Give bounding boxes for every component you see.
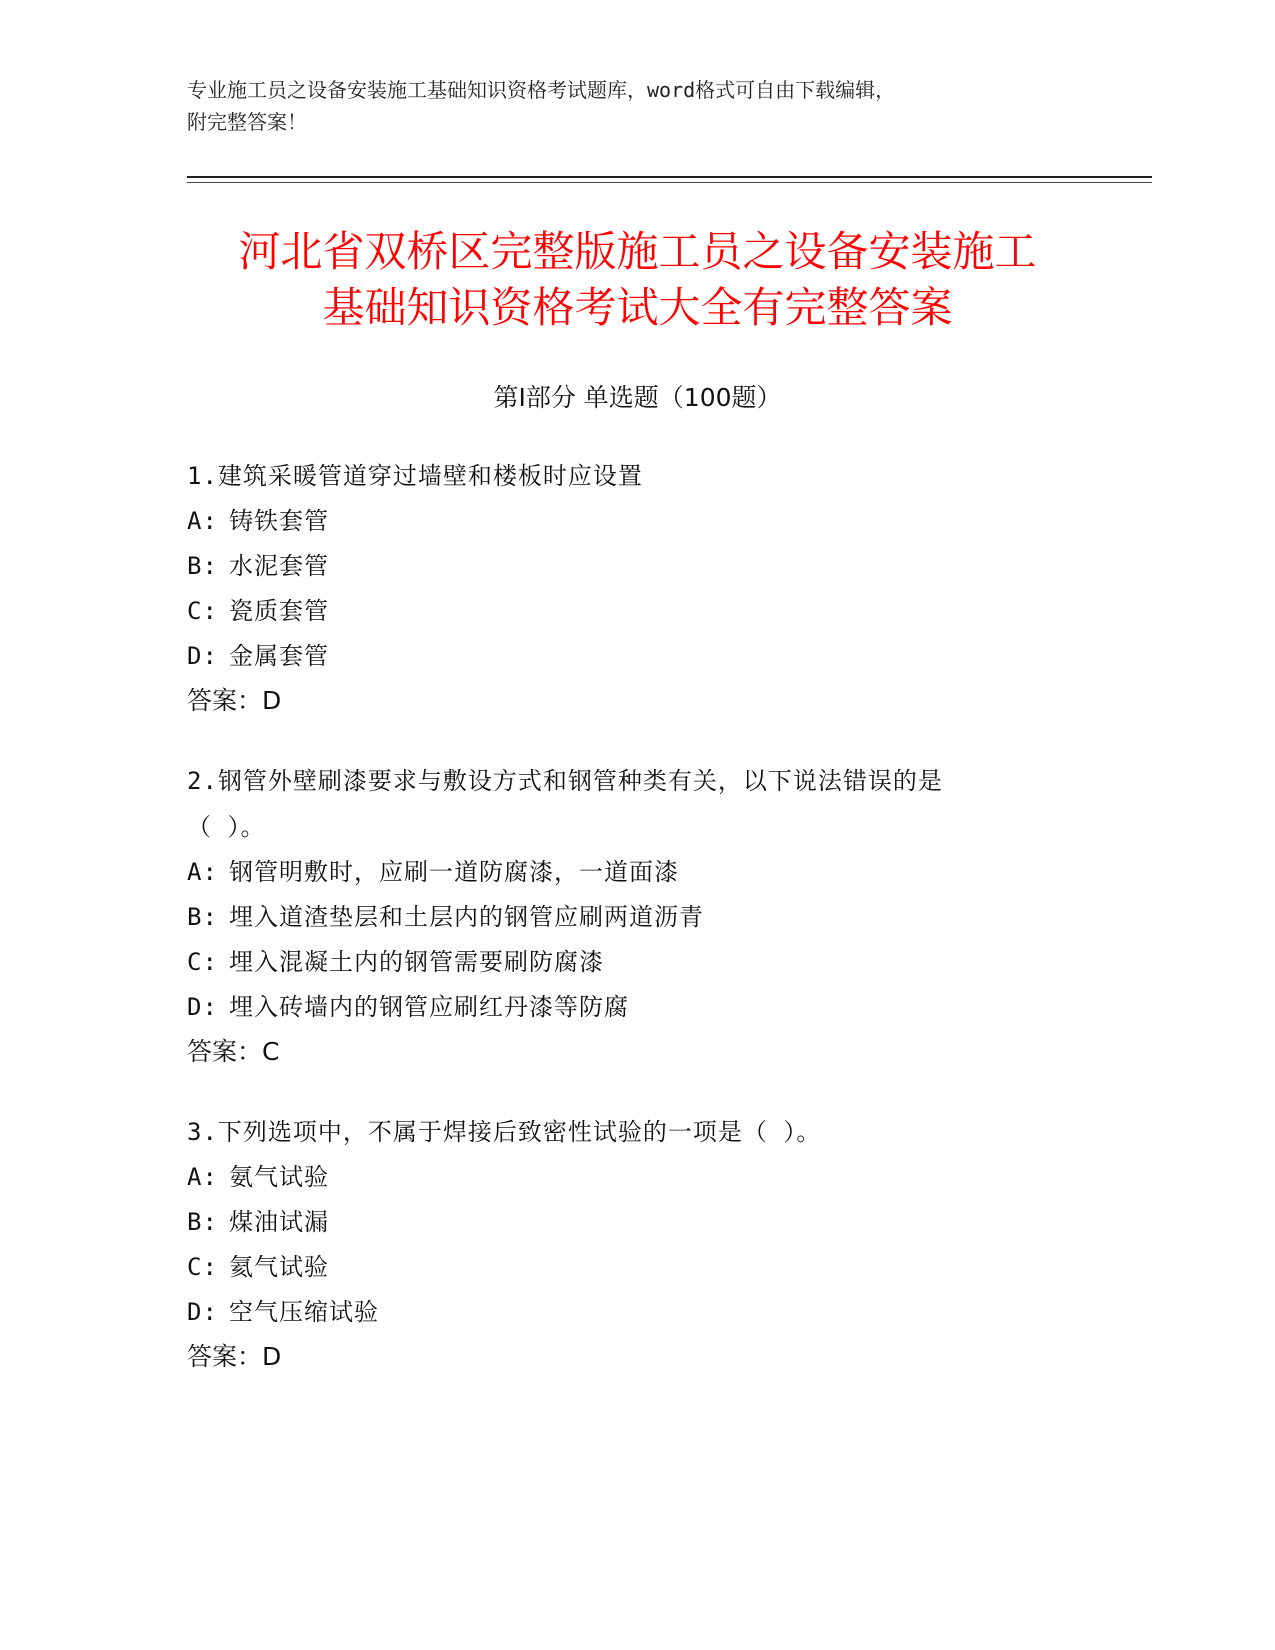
- option-d[interactable]: [187, 985, 1067, 1030]
- option-text: 铸铁套管: [229, 507, 329, 535]
- question-text: 3.下列选项中，不属于焊接后致密性试验的一项是（ ）。: [187, 1118, 822, 1146]
- option-text: 空气压缩试验: [229, 1298, 379, 1326]
- header-note-line-1: 专业施工员之设备安装施工基础知识资格考试题库，word格式可自由下载编辑，: [187, 78, 896, 102]
- answer-label: 答案：D: [187, 686, 282, 715]
- option-d[interactable]: [187, 634, 1067, 679]
- option-key: B:: [187, 903, 218, 931]
- option-key: B:: [187, 552, 218, 580]
- option-a[interactable]: [187, 1155, 1067, 1200]
- option-text: 金属套管: [229, 642, 329, 670]
- option-key: C:: [187, 948, 218, 976]
- option-text: 水泥套管: [229, 552, 329, 580]
- option-c[interactable]: [187, 940, 1067, 985]
- option-b[interactable]: [187, 895, 1067, 940]
- header-divider-thin: [187, 182, 1152, 183]
- option-text: 氦气试验: [229, 1253, 329, 1281]
- option-key: D:: [187, 1298, 218, 1326]
- answer-label: 答案：C: [187, 1037, 280, 1066]
- option-key: C:: [187, 1253, 218, 1281]
- question-2: [187, 758, 1067, 1074]
- option-b[interactable]: [187, 1200, 1067, 1245]
- option-d[interactable]: [187, 1290, 1067, 1335]
- option-a[interactable]: [187, 499, 1067, 544]
- option-text: 氨气试验: [229, 1163, 329, 1191]
- section-title: 第Ⅰ部分 单选题（100题）: [493, 383, 782, 412]
- option-key: D:: [187, 993, 218, 1021]
- header-note: [187, 74, 1087, 138]
- option-text: 钢管明敷时，应刷一道防腐漆，一道面漆: [229, 858, 679, 886]
- option-c[interactable]: [187, 1245, 1067, 1290]
- question-1: [187, 453, 1067, 723]
- option-c[interactable]: [187, 589, 1067, 634]
- option-key: A:: [187, 858, 218, 886]
- option-text: 埋入砖墙内的钢管应刷红丹漆等防腐: [229, 993, 629, 1021]
- option-key: C:: [187, 597, 218, 625]
- option-text: 瓷质套管: [229, 597, 329, 625]
- option-text: 埋入混凝土内的钢管需要刷防腐漆: [229, 948, 604, 976]
- header-divider-thick: [187, 176, 1152, 178]
- question-text-continued: （ ）。: [187, 813, 266, 841]
- answer-label: 答案：D: [187, 1342, 282, 1371]
- document-title: [150, 224, 1125, 336]
- option-key: D:: [187, 642, 218, 670]
- option-key: B:: [187, 1208, 218, 1236]
- option-key: A:: [187, 1163, 218, 1191]
- option-a[interactable]: [187, 850, 1067, 895]
- question-text: 1.建筑采暖管道穿过墙壁和楼板时应设置: [187, 462, 643, 490]
- document-title-line-2: 基础知识资格考试大全有完整答案: [322, 283, 953, 332]
- option-key: A:: [187, 507, 218, 535]
- option-b[interactable]: [187, 544, 1067, 589]
- option-text: 埋入道渣垫层和土层内的钢管应刷两道沥青: [229, 903, 704, 931]
- option-text: 煤油试漏: [229, 1208, 329, 1236]
- document-title-line-1: 河北省双桥区完整版施工员之设备安装施工: [238, 227, 1037, 276]
- header-note-line-2: 附完整答案！: [187, 110, 307, 134]
- question-3: [187, 1109, 1067, 1379]
- question-text: 2.钢管外壁刷漆要求与敷设方式和钢管种类有关，以下说法错误的是: [187, 767, 943, 795]
